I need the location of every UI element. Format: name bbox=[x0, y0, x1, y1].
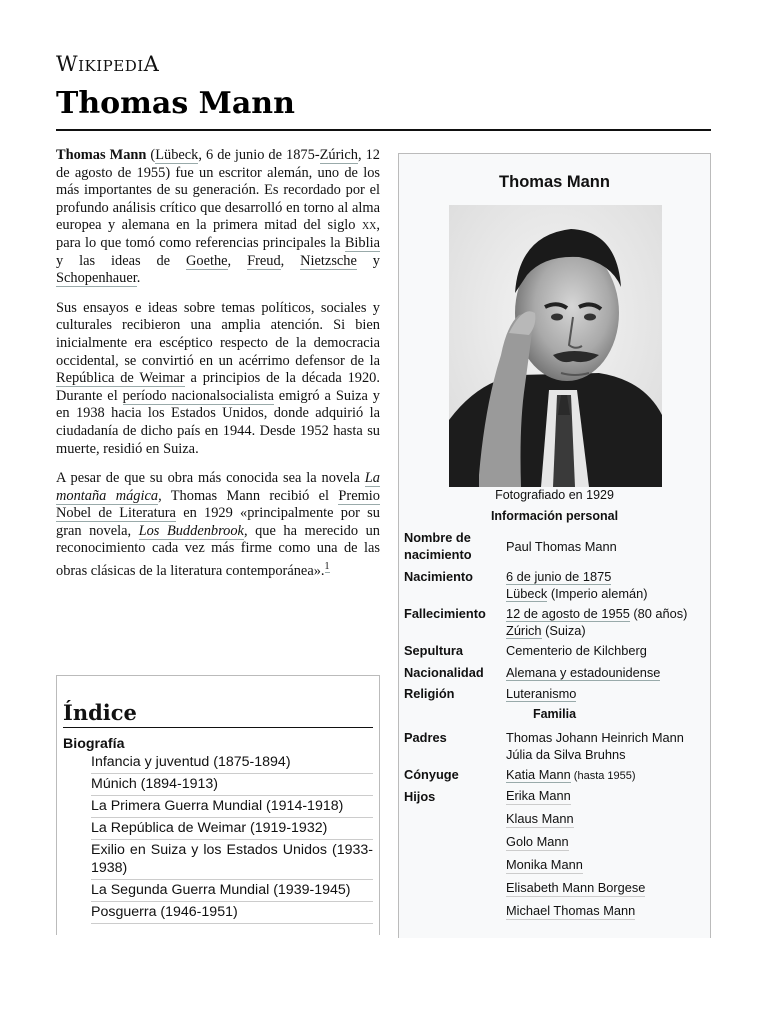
link-religion[interactable]: Luteranismo bbox=[506, 686, 577, 701]
text: y las ideas de bbox=[56, 252, 186, 269]
mother-name: Júlia da Silva Bruhns bbox=[506, 747, 626, 762]
link-spouse[interactable]: Katia Mann bbox=[506, 767, 571, 782]
table-of-contents bbox=[56, 675, 380, 935]
link-child[interactable]: Golo Mann bbox=[506, 834, 569, 849]
death-value bbox=[506, 605, 702, 639]
nationality-value bbox=[506, 664, 702, 681]
toc-item[interactable] bbox=[91, 902, 373, 924]
link-biblia[interactable]: Biblia bbox=[344, 234, 380, 251]
father-name: Thomas Johann Heinrich Mann bbox=[506, 730, 684, 745]
link-child[interactable]: Elisabeth Mann Borgese bbox=[506, 880, 646, 895]
intro-paragraph-2 bbox=[56, 300, 380, 458]
text: . bbox=[136, 270, 141, 287]
link-lubeck[interactable]: Lübeck bbox=[155, 147, 199, 163]
century-numeral: xx bbox=[361, 217, 377, 234]
link-premio-nobel[interactable]: Premio Nobel de Literatura bbox=[56, 487, 380, 522]
parents-label: Padres bbox=[404, 730, 447, 745]
toc-item-label: Infancia y juventud (1875-1894) bbox=[91, 754, 291, 770]
religion-value bbox=[506, 685, 702, 702]
link-child[interactable]: Klaus Mann bbox=[506, 811, 574, 826]
text: y bbox=[356, 252, 380, 269]
link-zurich[interactable]: Zúrich bbox=[319, 147, 358, 163]
toc-item-label: La República de Weimar (1919-1932) bbox=[91, 820, 328, 836]
link-nationality[interactable]: Alemana y estadounidense bbox=[506, 665, 661, 680]
logo-initial: W bbox=[56, 52, 79, 76]
link-periodo-nacionalsocialista[interactable]: período nacionalsocialista bbox=[122, 387, 274, 404]
birth-name-value: Paul Thomas Mann bbox=[506, 539, 617, 554]
toc-item-label: Exilio en Suiza y los Estados Unidos (1933-1938) bbox=[91, 842, 373, 876]
spouse-note: (hasta 1955) bbox=[570, 770, 636, 782]
text: , 6 de junio de 1875- bbox=[198, 147, 320, 163]
family-heading: Familia bbox=[532, 707, 577, 721]
text: , que ha merecido un reconocimiento cada vez más firme como una de las obras clásicas de la literatura contemporánea». bbox=[56, 522, 380, 579]
wikipedia-logo[interactable] bbox=[56, 52, 159, 76]
toc-section-biografia[interactable]: Biografía bbox=[63, 736, 125, 752]
intro-paragraph-3 bbox=[56, 470, 380, 580]
link-goethe[interactable]: Goethe bbox=[185, 252, 228, 269]
children-label: Hijos bbox=[404, 789, 436, 804]
burial-label: Sepultura bbox=[404, 643, 464, 658]
spouse-value bbox=[506, 766, 702, 785]
link-child[interactable]: Michael Thomas Mann bbox=[506, 903, 636, 918]
children-list bbox=[506, 788, 702, 926]
text: emigró a Suiza y en 1938 hacia los Estados Unidos, donde adquirió la ciudadanía de dicho país en 1944. Desde 1952 hasta su muerte, residió en Suiza. bbox=[56, 387, 380, 457]
logo-middle: IKIPEDI bbox=[78, 57, 144, 75]
page-title: Thomas Mann bbox=[56, 86, 295, 121]
link-schopenhauer[interactable]: Schopenhauer bbox=[56, 270, 137, 287]
text: , 12 de agosto de 1955) bbox=[56, 147, 380, 181]
toc-item[interactable] bbox=[91, 752, 373, 774]
text: ( bbox=[146, 147, 156, 163]
link-birth-place[interactable]: Lübeck bbox=[506, 586, 548, 601]
toc-heading: Índice bbox=[63, 700, 373, 728]
infobox-title: Thomas Mann bbox=[499, 173, 610, 191]
text: a principios de la década 1920. Durante el bbox=[56, 370, 380, 404]
birth-place-note: (Imperio alemán) bbox=[547, 586, 648, 601]
text: , bbox=[280, 252, 301, 269]
link-la-montana-magica[interactable]: La montaña mágica bbox=[56, 470, 380, 504]
religion-label: Religión bbox=[404, 686, 455, 701]
subject-name: Thomas Mann bbox=[56, 147, 147, 163]
toc-item-label: La Primera Guerra Mundial (1914-1918) bbox=[91, 798, 344, 814]
toc-item[interactable] bbox=[91, 818, 373, 840]
death-age: (80 años) bbox=[629, 606, 688, 621]
toc-item-label: Múnich (1894-1913) bbox=[91, 776, 218, 792]
infobox bbox=[398, 153, 711, 938]
toc-item[interactable] bbox=[91, 880, 373, 902]
toc-item[interactable] bbox=[91, 774, 373, 796]
text: , para lo que tomó como referencias principales la bbox=[56, 217, 380, 251]
portrait-photo[interactable] bbox=[449, 205, 662, 487]
link-death-year[interactable]: 1955 bbox=[601, 606, 630, 621]
link-freud[interactable]: Freud bbox=[247, 252, 281, 269]
link-death-place[interactable]: Zúrich bbox=[506, 623, 542, 638]
text: en 1929 «principalmente por su gran novela, bbox=[56, 505, 380, 539]
text: , bbox=[227, 252, 248, 269]
burial-value: Cementerio de Kilchberg bbox=[506, 643, 647, 658]
portrait-illustration bbox=[449, 205, 662, 487]
link-child[interactable]: Erika Mann bbox=[506, 788, 571, 803]
toc-item[interactable] bbox=[91, 840, 373, 880]
nationality-label: Nacionalidad bbox=[404, 665, 484, 680]
birth-label: Nacimiento bbox=[404, 569, 473, 584]
text: Sus ensayos e ideas sobre temas políticos, sociales y culturales recibieron una amplia atención. Si bien inicialmente era escéptico respecto de la democracia occidental, se convirtió en un acérrimo defensor de la bbox=[56, 299, 380, 369]
link-los-buddenbrook[interactable]: Los Buddenbrook bbox=[138, 522, 244, 539]
link-nietzsche[interactable]: Nietzsche bbox=[300, 252, 357, 269]
link-child[interactable]: Monika Mann bbox=[506, 857, 583, 872]
link-birth-date[interactable]: 6 de junio de 1875 bbox=[506, 569, 612, 584]
logo-final: A bbox=[143, 52, 160, 76]
toc-item-label: La Segunda Guerra Mundial (1939-1945) bbox=[91, 882, 351, 898]
text: fue un escritor alemán, uno de los más importantes de su generación. Es recordado por el profundo análisis crítico que desarrolló en torno al alma europea y alemana en la primera mitad del siglo bbox=[56, 164, 380, 234]
personal-info-heading: Información personal bbox=[490, 509, 619, 523]
text: A pesar de que su obra más conocida sea la novela bbox=[56, 470, 365, 487]
parents-value bbox=[506, 729, 702, 763]
toc-item-label: Posguerra (1946-1951) bbox=[91, 904, 238, 920]
article-body bbox=[56, 147, 380, 592]
birth-name-label: Nombre de nacimiento bbox=[404, 530, 472, 562]
death-label: Fallecimiento bbox=[404, 606, 486, 621]
text: , Thomas Mann recibió el bbox=[158, 487, 339, 504]
link-death-date[interactable]: 12 de agosto de bbox=[506, 606, 602, 621]
link-republica-weimar[interactable]: República de Weimar bbox=[56, 370, 185, 387]
death-place-note: (Suiza) bbox=[541, 623, 586, 638]
intro-paragraph-1 bbox=[56, 147, 380, 288]
photo-caption: Fotografiado en 1929 bbox=[495, 488, 614, 502]
spouse-label: Cónyuge bbox=[404, 767, 459, 782]
title-divider bbox=[56, 129, 711, 131]
reference-marker[interactable]: 1 bbox=[324, 561, 330, 573]
toc-item[interactable] bbox=[91, 796, 373, 818]
birth-value bbox=[506, 568, 702, 602]
